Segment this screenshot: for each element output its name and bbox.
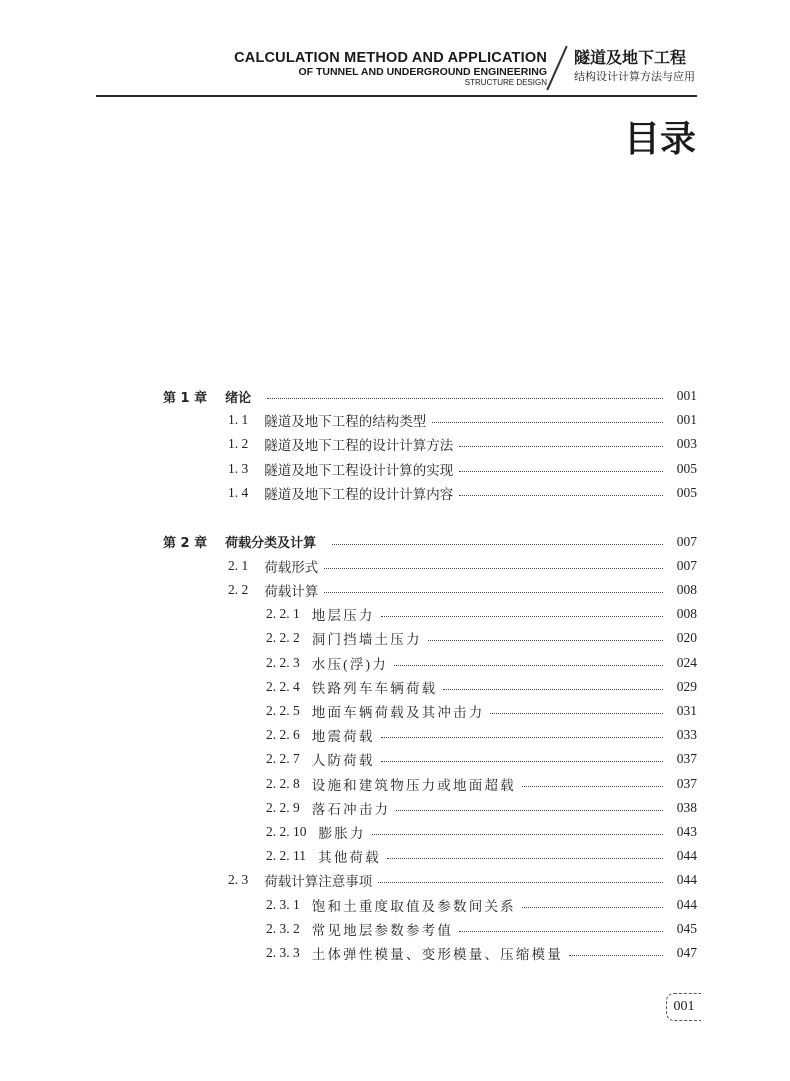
toc-dot-leader [490, 712, 663, 714]
toc-dot-leader [381, 736, 663, 738]
header-en-line1: CALCULATION METHOD AND APPLICATION [234, 50, 547, 66]
toc-entry-title: 地面车辆荷载及其冲击力 [311, 704, 485, 720]
toc-entry-title: 荷载计算注意事项 [264, 874, 373, 890]
toc-entry-number: 2. 2. 4 [266, 678, 300, 694]
toc-entry [266, 749, 697, 769]
toc-entry-title: 水压(浮)力 [311, 656, 388, 672]
toc-entry-title: 荷载形式 [264, 559, 319, 575]
toc-dot-leader [459, 470, 663, 472]
toc-entry-page: 008 [676, 581, 697, 597]
toc-entry-number: 1. 2 [228, 436, 249, 452]
toc-entry [228, 410, 697, 430]
toc-entry-number: 2. 1 [228, 557, 249, 573]
toc-entry-title: 常见地层参数参考值 [311, 922, 454, 938]
toc-entry-number: 2. 3 [228, 872, 249, 888]
toc-entry-title: 地震荷载 [311, 729, 375, 745]
toc-entry [266, 628, 697, 648]
toc-entry [228, 434, 697, 454]
toc-entry-page: 044 [676, 896, 697, 912]
toc-entry-title: 荷载分类及计算 [225, 536, 317, 551]
toc-entry-number: 2. 2. 1 [266, 606, 300, 622]
toc-dot-leader [459, 494, 663, 496]
toc-dot-leader [394, 664, 663, 666]
toc-entry-number: 2. 2. 8 [266, 775, 300, 791]
toc-entry-page: 007 [676, 533, 697, 549]
toc-entry-number: 2. 2. 11 [266, 848, 306, 864]
toc-dot-leader [381, 615, 663, 617]
toc-entry [266, 895, 697, 915]
toc-entry-page: 044 [676, 872, 697, 888]
toc-entry-title: 隧道及地下工程的设计计算方法 [264, 438, 454, 454]
toc-entry-title: 人防荷载 [311, 753, 375, 769]
header-cn-title: 隧道及地下工程 [574, 48, 687, 67]
toc-entry [228, 556, 697, 576]
toc-dot-leader [522, 785, 663, 787]
toc-entry-title: 落石冲击力 [311, 801, 391, 817]
toc-entry-number: 2. 2. 9 [266, 799, 300, 815]
header-cn-subtitle: 结构设计计算方法与应用 [574, 70, 695, 83]
toc-entry [228, 580, 697, 600]
toc-entry-page: 044 [676, 848, 697, 864]
toc-dot-leader [428, 639, 663, 641]
toc-dot-leader [387, 857, 663, 859]
toc-entry-title: 隧道及地下工程的设计计算内容 [264, 486, 454, 502]
toc-entry-title: 隧道及地下工程设计计算的实现 [264, 462, 454, 478]
toc-entry [266, 774, 697, 794]
toc-entry-page: 020 [676, 630, 697, 646]
toc-entry-page: 038 [676, 799, 697, 815]
toc-entry-title: 其他荷载 [318, 850, 381, 866]
toc-entry [266, 701, 697, 721]
toc-entry-number: 第 1 章 [163, 390, 208, 406]
toc-dot-leader [432, 421, 663, 423]
toc-entry-number: 2. 3. 3 [266, 944, 300, 960]
toc-entry [266, 725, 697, 745]
toc-entry-title: 绪论 [225, 390, 252, 406]
toc-entry-page: 047 [676, 944, 697, 960]
toc-entry-title: 隧道及地下工程的结构类型 [264, 414, 427, 430]
toc-entry-page: 007 [676, 557, 697, 573]
toc-entry-number: 第 2 章 [163, 536, 208, 551]
toc-entry-title: 饱和土重度取值及参数间关系 [311, 898, 516, 914]
toc-entry [266, 604, 697, 624]
toc-entry [266, 653, 697, 673]
toc-entry-page: 008 [676, 606, 697, 622]
toc-entry [266, 846, 697, 866]
toc-dot-leader [332, 543, 663, 545]
toc-dot-leader [396, 809, 663, 811]
toc-entry-page: 029 [676, 678, 697, 694]
toc-entry-page: 033 [676, 727, 697, 743]
toc-entry-number: 1. 3 [228, 460, 249, 476]
toc-entry-number: 2. 2. 10 [266, 823, 307, 839]
toc-entry-title: 地层压力 [311, 608, 375, 624]
toc-entry-number: 2. 2. 7 [266, 751, 300, 767]
toc-entry-page: 043 [676, 823, 697, 839]
toc-entry-title: 洞门挡墙土压力 [311, 632, 422, 648]
toc-entry-title: 荷载计算 [264, 583, 319, 599]
toc-entry-page: 001 [676, 412, 697, 428]
toc-dot-leader [459, 445, 663, 447]
toc-entry-number: 1. 4 [228, 484, 249, 500]
toc-entry-title: 铁路列车车辆荷载 [311, 680, 438, 696]
toc-entry-title: 设施和建筑物压力或地面超载 [311, 777, 516, 793]
toc-entry [266, 943, 697, 963]
toc-dot-leader [378, 881, 663, 883]
toc-entry-number: 1. 1 [228, 412, 249, 428]
toc-entry-page: 005 [676, 484, 697, 500]
toc-entry [163, 386, 697, 406]
toc-entry [266, 919, 697, 939]
page-number: 001 [666, 993, 701, 1021]
toc-dot-leader [459, 930, 663, 932]
toc-entry [266, 677, 697, 697]
toc-entry-page: 045 [676, 920, 697, 936]
toc-entry [228, 483, 697, 503]
toc-entry-number: 2. 3. 1 [266, 896, 300, 912]
toc-entry [266, 798, 697, 818]
toc-entry-number: 2. 3. 2 [266, 920, 300, 936]
toc-entry-page: 037 [676, 751, 697, 767]
toc-dot-leader [372, 833, 663, 835]
page-title: 目录 [623, 119, 696, 160]
toc-entry-number: 2. 2. 6 [266, 727, 300, 743]
toc-entry-page: 005 [676, 460, 697, 476]
toc-entry-number: 2. 2. 2 [266, 630, 300, 646]
toc-entry-number: 2. 2 [228, 581, 249, 597]
toc-dot-leader [324, 591, 663, 593]
toc-entry-number: 2. 2. 3 [266, 654, 300, 670]
toc-entry-title: 膨胀力 [318, 825, 366, 841]
toc-entry-page: 003 [676, 436, 697, 452]
header-en-line3: STRUCTURE DESIGN [464, 78, 547, 87]
toc-entry-page: 001 [676, 388, 697, 403]
toc-entry-number: 2. 2. 5 [266, 702, 300, 718]
toc-dot-leader [324, 567, 663, 569]
toc-entry-page: 037 [676, 775, 697, 791]
toc-entry [228, 459, 697, 479]
toc-dot-leader [381, 760, 663, 762]
toc-entry-title: 土体弹性模量、变形模量、压缩模量 [311, 946, 563, 962]
toc-dot-leader [569, 954, 663, 956]
toc-entry [228, 870, 697, 890]
toc-dot-leader [267, 397, 663, 399]
toc-entry-page: 024 [676, 654, 697, 670]
toc-dot-leader [522, 906, 663, 908]
toc-entry [163, 532, 697, 552]
toc-entry-page: 031 [676, 702, 697, 718]
toc-entry [266, 822, 697, 842]
header-en-line2: OF TUNNEL AND UNDERGROUND ENGINEERING [298, 66, 547, 78]
toc-dot-leader [443, 688, 663, 690]
